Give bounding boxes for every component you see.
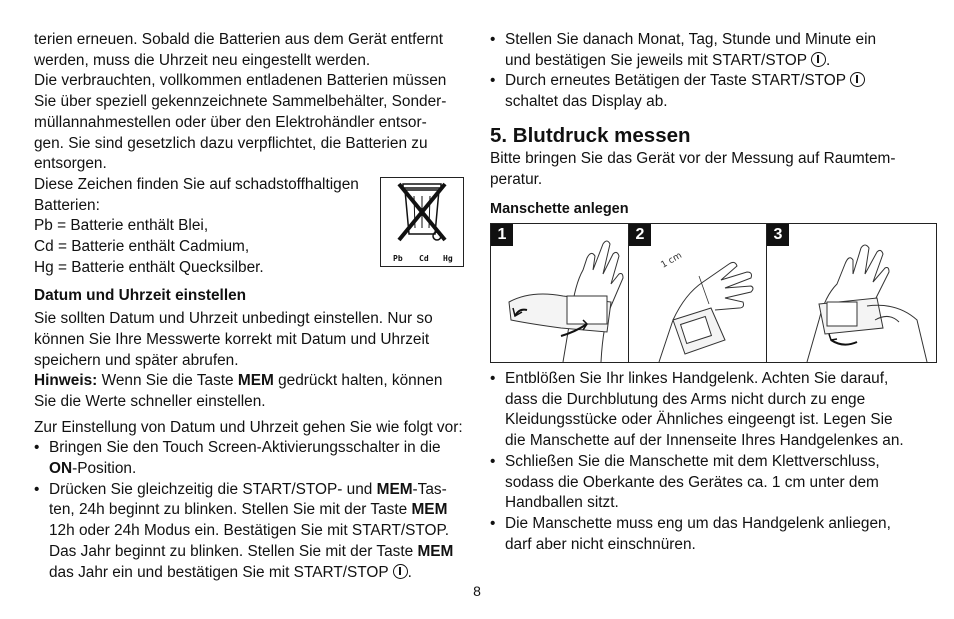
start-stop-icon	[850, 72, 865, 87]
text-line: können Sie Ihre Messwerte korrekt mit Datum und Uhrzeit	[34, 330, 430, 348]
text-line: • Entblößen Sie Ihr linkes Handgelenk. Achten Sie darauf,	[505, 370, 889, 387]
text-line: darf aber nicht einschnüren.	[505, 535, 696, 553]
text-line	[505, 51, 920, 72]
text-span: Durch erneutes Betätigen der Taste START/STOP	[505, 72, 847, 90]
text-line: Sie die Werte schneller einstellen.	[34, 392, 266, 410]
text-span: ten, 24h beginnt zu blinken. Stellen Sie mit der Taste	[49, 501, 412, 519]
text-line: Sie über speziell gekennzeichnete Sammelbehälter, Sonder-	[34, 93, 447, 111]
measure-label: 1 cm	[659, 250, 684, 271]
bullet-item	[490, 30, 920, 71]
hinweis-label: Hinweis:	[34, 372, 98, 390]
step-1-panel	[491, 224, 628, 362]
step-number: 2	[629, 224, 651, 246]
text-span: -Tas-	[412, 480, 447, 498]
text-line: Pb = Batterie enthält Blei,	[34, 217, 209, 235]
mem-key: MEM	[417, 542, 454, 560]
text-line: müllannahmestellen oder über den Elektrohändler entsor-	[34, 113, 427, 131]
text-line: terien erneuen. Sobald die Batterien aus dem Gerät entfernt	[34, 31, 443, 48]
text-line: Sie sollten Datum und Uhrzeit unbedingt einstellen. Nur so	[34, 310, 433, 328]
start-stop-icon	[811, 52, 826, 67]
mem-key: MEM	[411, 501, 448, 519]
text-line: Cd = Batterie enthält Cadmium,	[34, 238, 250, 256]
hinweis-line	[34, 371, 464, 392]
right-bullets	[490, 369, 930, 555]
intro-line: Zur Einstellung von Datum und Uhrzeit gehen Sie wie folgt vor:	[34, 418, 463, 436]
right-column	[490, 30, 920, 220]
cuff-illustration	[490, 223, 937, 363]
text-span: das Jahr ein und bestätigen Sie mit START/STOP	[49, 563, 389, 581]
text-span: Drücken Sie gleichzeitig die START/STOP- und	[49, 480, 377, 498]
on-key: ON	[49, 460, 73, 478]
bullet-item	[34, 480, 464, 584]
hinweis-text: Wenn Sie die Taste	[97, 372, 238, 390]
step-3-panel	[767, 224, 936, 362]
text-line: schaltet das Display ab.	[505, 93, 668, 111]
bullet-item	[34, 438, 464, 479]
text-line	[49, 500, 464, 521]
text-line	[49, 542, 464, 563]
text-line: entsorgen.	[34, 155, 107, 173]
bin-label-hg: Hg	[443, 254, 453, 263]
text-line: Die verbrauchten, vollkommen entladenen Batterien müssen	[34, 72, 447, 90]
bullet-item	[490, 452, 930, 514]
text-line: Handballen sitzt.	[505, 494, 619, 512]
text-line: • Stellen Sie danach Monat, Tag, Stunde und Minute ein	[505, 31, 877, 48]
text-line: gen. Sie sind gesetzlich dazu verpflichtet, die Batterien zu	[34, 134, 428, 152]
text-line: peratur.	[490, 170, 543, 188]
text-span: .	[825, 51, 831, 69]
text-span: .	[407, 563, 412, 581]
bullet-item	[490, 514, 930, 555]
text-line: Bitte bringen Sie das Gerät vor der Messung auf Raumtem-	[490, 149, 896, 167]
text-line: Batterien:	[34, 196, 100, 214]
text-line: speichern und später abrufen.	[34, 351, 239, 369]
bin-label-cd: Cd	[419, 254, 429, 263]
text-line	[49, 459, 464, 480]
page-number: 8	[473, 583, 481, 599]
text-line: 12h oder 24h Modus ein. Bestätigen Sie mit START/STOP.	[49, 522, 450, 540]
hinweis-text: gedrückt halten, können	[273, 372, 443, 390]
bullet-item	[490, 369, 930, 452]
mem-key: MEM	[376, 480, 413, 498]
text-line: dass die Durchblutung des Arms nicht durch zu enge	[505, 390, 866, 408]
text-line: werden, muss die Uhrzeit neu eingestellt werden.	[34, 51, 371, 69]
subheading-manschette: Manschette anlegen	[490, 201, 629, 218]
text-line: sodass die Oberkante des Gerätes ca. 1 cm unter dem	[505, 473, 879, 491]
text-line	[49, 563, 464, 584]
start-stop-icon	[393, 564, 408, 579]
text-line	[505, 71, 920, 92]
mem-key: MEM	[237, 372, 274, 390]
text-span: -Position.	[72, 460, 137, 478]
text-span: Das Jahr beginnt zu blinken. Stellen Sie mit der Taste	[49, 542, 418, 560]
wrist-cuff-drawing	[767, 224, 936, 362]
text-line: Kleidungsstücke oder Ähnliches eingeengt ist. Legen Sie	[505, 411, 893, 429]
left-column	[34, 30, 464, 583]
text-line: Diese Zeichen finden Sie auf schadstoffhaltigen	[34, 175, 359, 193]
section-heading-datum: Datum und Uhrzeit einstellen	[34, 287, 247, 305]
step-2-panel	[629, 224, 766, 362]
text-line: Hg = Batterie enthält Quecksilber.	[34, 258, 264, 276]
text-span: und bestätigen Sie jeweils mit START/STOP	[505, 51, 807, 69]
bin-label-pb: Pb	[393, 254, 403, 263]
section-heading-blutdruck: 5. Blutdruck messen	[490, 123, 691, 147]
crossed-bin-icon	[380, 177, 464, 267]
text-line: die Manschette auf der Innenseite Ihres Handgelenkes an.	[505, 432, 904, 450]
step-number: 1	[491, 224, 513, 246]
text-line: • Bringen Sie den Touch Screen-Aktivierungsschalter in die	[49, 439, 441, 457]
text-line	[49, 480, 464, 501]
bin-graphic	[381, 178, 463, 248]
text-line: • Die Manschette muss eng um das Handgelenk anliegen,	[505, 514, 891, 532]
text-line: • Schließen Sie die Manschette mit dem Klettverschluss,	[505, 452, 880, 470]
step-number: 3	[767, 224, 789, 246]
bullet-item	[490, 71, 920, 112]
